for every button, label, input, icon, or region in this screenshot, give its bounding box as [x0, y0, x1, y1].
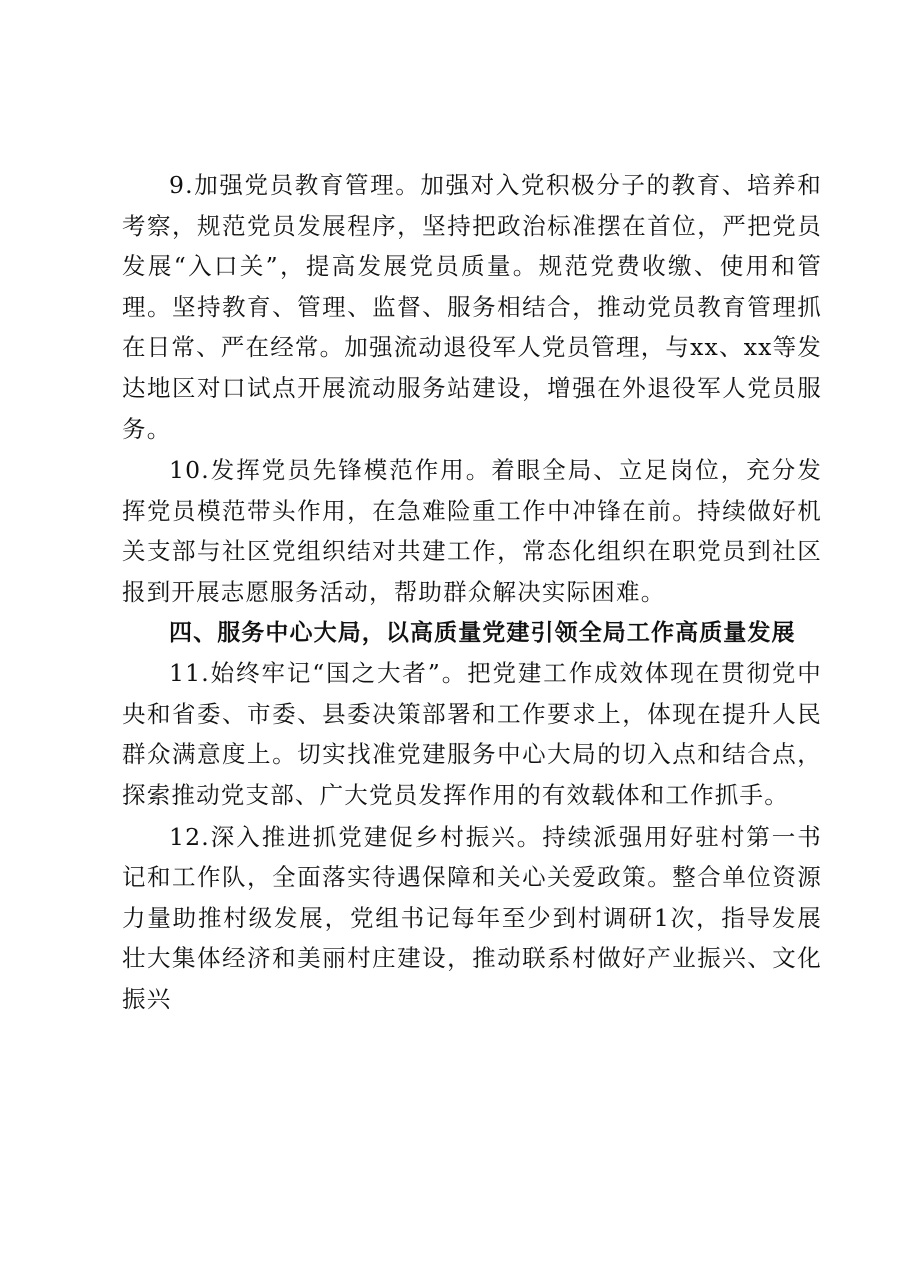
section-heading: 四、服务中心大局，以高质量党建引领全局工作高质量发展 — [169, 619, 796, 646]
paragraph-item-12: 12.深入推进抓党建促乡村振兴。持续派强用好驻村第一书记和工作队，全面落实待遇保障和关心关爱政策。整合单位资源力量助推村级发展，党组书记每年至少到村调研1次，指导发展壮大集体经济和美丽村庄建设，推动联系村做好产业振兴、文化振兴 — [122, 822, 822, 1013]
paragraph-item-10: 10.发挥党员先锋模范作用。着眼全局、立足岗位，充分发挥党员模范带头作用，在急难险重工作中冲锋在前。持续做好机关支部与社区党组织结对共建工作，常态化组织在职党员到社区报到开展志愿服务活动，帮助群众解决实际困难。 — [122, 456, 822, 606]
paragraph-item-11: 11.始终牢记“国之大者”。把党建工作成效体现在贯彻党中央和省委、市委、县委决策部署和工作要求上，体现在提升人民群众满意度上。切实找准党建服务中心大局的切入点和结合点，探索推动党支部、广大党员发挥作用的有效载体和工作抓手。 — [122, 659, 822, 809]
paragraph-item-9: 9.加强党员教育管理。加强对入党积极分子的教育、培养和考察，规范党员发展程序，坚持把政治标准摆在首位，严把党员发展“入口关”，提高发展党员质量。规范党费收缴、使用和管理。坚持教育、管理、监督、服务相结合，推动党员教育管理抓在日常、严在经常。加强流动退役军人党员管理，与xx、xx等发达地区对口试点开展流动服务站建设，增强在外退役军人党员服务。 — [122, 171, 823, 443]
document-body — [122, 165, 822, 1019]
